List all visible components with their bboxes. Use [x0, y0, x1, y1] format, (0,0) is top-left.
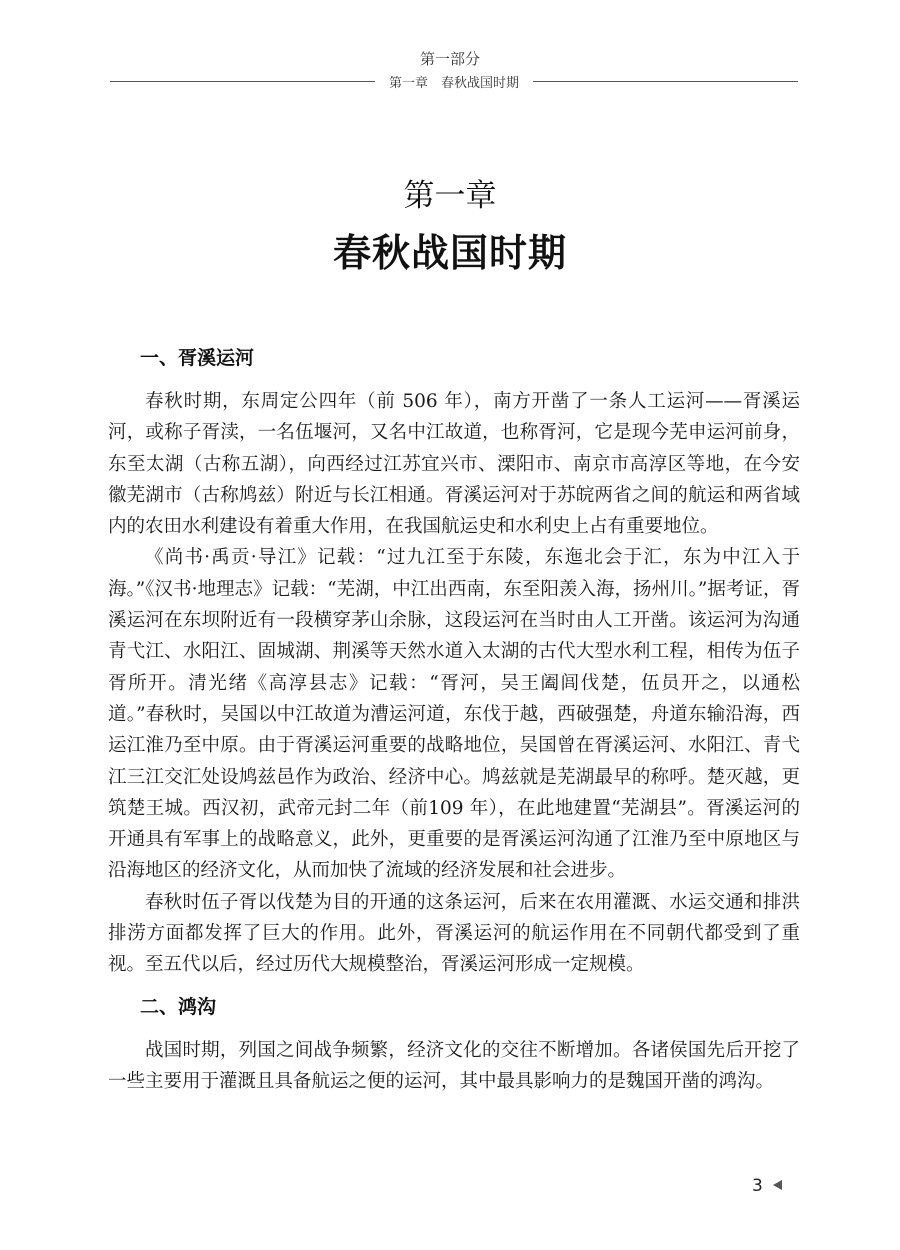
- chapter-title: 春秋战国时期: [332, 231, 567, 275]
- paragraph: 战国时期，列国之间战争频繁，经济文化的交往不断增加。各诸侯国先后开挖了一些主要用于灌溉且具备航运之便的运河，其中最具影响力的是魏国开凿的鸿沟。: [108, 1039, 800, 1092]
- chapter-number: 第一章: [403, 178, 497, 214]
- running-head-rule-right: [533, 81, 798, 82]
- running-head-chapter: 第一章 春秋战国时期: [388, 76, 519, 91]
- running-head-part: 第一部分: [419, 50, 480, 68]
- running-head: [0, 0, 900, 95]
- page-arrow-icon: [773, 1180, 782, 1190]
- section-heading-1: 一、胥溪运河: [140, 347, 255, 369]
- paragraph: 春秋时期，东周定公四年（前 506 年），南方开凿了一条人工运河——胥溪运河，或称子胥渎，一名伍堰河，又名中江故道，也称胥河，它是现今芜申运河前身，东至太湖（古称五湖），向西经过江苏宜兴市、溧阳市、南京市高淳区等地，在今安徽芜湖市（古称鸠兹）附近与长江相通。胥溪运河对于苏皖两省之间的航运和两省域内的农田水利建设有着重大作用，在我国航运史和水利史上占有重要地位。: [108, 391, 800, 538]
- body-text: [108, 338, 800, 1097]
- page-number-text: 3: [752, 1176, 763, 1196]
- paragraph: 《尚书·禹贡·导江》记载：“过九江至于东陵，东迤北会于汇，东为中江入于海。”《汉书·地理志》记载：“芜湖，中江出西南，东至阳羡入海，扬州川。”据考证，胥溪运河在东坝附近有一段横穿茅山余脉，这段运河在当时由人工开凿。该运河为沟通青弋江、水阳江、固城湖、荆溪等天然水道入太湖的古代大型水利工程，相传为伍子胥所开。清光绪《高淳县志》记载：“胥河，吴王阖闾伐楚，伍员开之，以通松道。”春秋时，吴国以中江故道为漕运河道，东伐于越，西破强楚，舟道东输沿海，西运江淮乃至中原。由于胥溪运河重要的战略地位，吴国曾在胥溪运河、水阳江、青弋江三江交汇处设鸠兹邑作为政治、经济中心。鸠兹就是芜湖最早的称呼。楚灭越，更筑楚王城。西汉初，武帝元封二年（前109 年），在此地建置“芜湖县”。胥溪运河的开通具有军事上的战略意义，此外，更重要的是胥溪运河沟通了江淮乃至中原地区与沿海地区的经济文化，从而加快了流域的经济发展和社会进步。: [108, 547, 800, 882]
- paragraph: 春秋时伍子胥以伐楚为目的开通的这条运河，后来在农用灌溉、水运交通和排洪排涝方面都发挥了巨大的作用。此外，胥溪运河的航运作用在不同朝代都受到了重视。至五代以后，经过历代大规模整治，胥溪运河形成一定规模。: [108, 891, 800, 976]
- section-heading-2: 二、鸿沟: [140, 995, 217, 1018]
- running-head-rule-left: [110, 81, 375, 82]
- page-number: [752, 1176, 782, 1196]
